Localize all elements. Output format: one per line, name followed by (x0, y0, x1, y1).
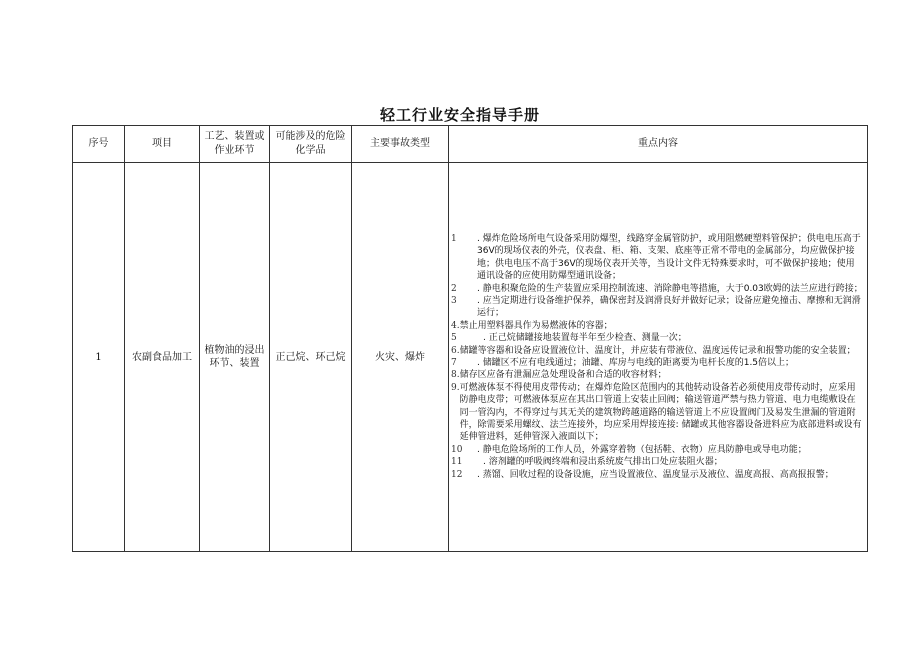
key-point-text: 储罐等容器和设备应设置液位计、温度计，并应装有带液位、温度远传记录和报警功能的安全装置； (459, 345, 856, 356)
key-point-number: 9. (451, 382, 460, 393)
table-row (73, 163, 868, 552)
key-point-number: 3 (451, 295, 457, 306)
key-point-number: 11 (451, 457, 463, 468)
key-point-text: . 静电危险场所的工作人员，外露穿着物（包括鞋、衣物）应具防静电或导电功能； (477, 444, 807, 455)
key-point (451, 369, 863, 381)
key-point-text: . 静电积聚危险的生产装置应采用控制流速、消除静电等措施，大于0.03欧姆的法兰应进行跨接； (477, 283, 863, 294)
key-point-text: 禁止用塑料器具作为易燃液体的容器； (459, 320, 613, 331)
key-point-text: 储存区应备有泄漏应急处理设备和合适的收容材料； (459, 370, 667, 381)
key-point (451, 233, 863, 283)
key-point-text: 可燃液体泵不得使用皮带传动；在爆炸危险区范围内的其他转动设备若必须使用皮带传动时，应采用防静电皮带；可燃液体泵应在其出口管道上安装止回阀；输送管道严禁与热力管道、电力电缆敷设在同一管沟内，不得穿过与其无关的建筑物跨越道路的输送管道上不应设置阀门及易发生泄漏的管道附件，除需要采用螺纹、法兰连接外，均应采用焊接连接: 储罐或其他容器设备进料应为底部进料或设有延伸管进料，延伸管深入液面以下； (459, 382, 862, 443)
cell-process: 植物油的浸出环节、装置 (200, 163, 270, 552)
key-point-number: 8. (451, 370, 460, 381)
key-point-number: 10 (451, 444, 463, 455)
cell-seq: 1 (73, 163, 125, 552)
key-point (451, 283, 863, 295)
key-point-number: 2 (451, 283, 457, 294)
key-point (451, 332, 863, 344)
header-process: 工艺、装置或作业环节 (200, 126, 270, 163)
key-point (451, 320, 863, 332)
key-point-number: 4. (451, 320, 460, 331)
header-accident: 主要事故类型 (352, 126, 449, 163)
document-title: 轻工行业安全指导手册 (379, 106, 540, 124)
key-point-number: 6. (451, 345, 460, 356)
cell-key-content (449, 163, 868, 552)
cell-chemicals: 正己烷、环己烷 (270, 163, 352, 552)
cell-item: 农副食品加工 (125, 163, 200, 552)
cell-accident: 火灾、爆炸 (352, 163, 449, 552)
key-point (451, 469, 863, 481)
table-header-row (73, 126, 868, 163)
key-point (451, 345, 863, 357)
key-point-number: 5 (451, 333, 457, 344)
header-seq: 序号 (73, 126, 125, 163)
key-point-text: . 溶剂罐的呼吸阀终端和浸出系统废气排出口处应装阻火器； (483, 457, 723, 468)
safety-table (72, 125, 868, 552)
header-chemicals: 可能涉及的危险化学品 (270, 126, 352, 163)
key-point-text: . 蒸馏、回收过程的设备设施，应当设置液位、温度显示及液位、温度高报、高高报报警； (477, 469, 834, 480)
key-point-text: . 正己烷储罐接地装置每半年至少检查、测量一次； (483, 333, 687, 344)
key-point (451, 295, 863, 320)
key-point-number: 12 (451, 469, 463, 480)
key-point-number: 1 (451, 233, 457, 244)
key-point-number: 7 (451, 358, 457, 368)
key-point-text: . 爆炸危险场所电气设备采用防爆型，线路穿金属管防护，或用阻燃硬塑料管保护；供电电压高于36V的现场仪表的外壳，仪表盘、柜、箱、支架、底座等正常不带电的金属部分，均应做保护接地；供电电压不高于36V的现场仪表开关等，当设计文件无特殊要求时，可不做保护接地；使用通讯设备的应使用防爆型通讯设备； (477, 233, 861, 282)
key-point (451, 456, 863, 468)
key-point-text: . 应当定期进行设备维护保养，确保密封及润滑良好并做好记录；设备应避免撞击、摩擦和无润滑运行； (477, 295, 861, 319)
header-item: 项目 (125, 126, 200, 163)
key-point (451, 357, 863, 369)
key-point (451, 382, 863, 444)
header-key-content: 重点内容 (449, 126, 868, 163)
key-point-text: . 储罐区不应有电线通过；油罐、库房与电线的距离要为电杆长度的1.5倍以上； (477, 358, 795, 368)
key-point (451, 444, 863, 456)
